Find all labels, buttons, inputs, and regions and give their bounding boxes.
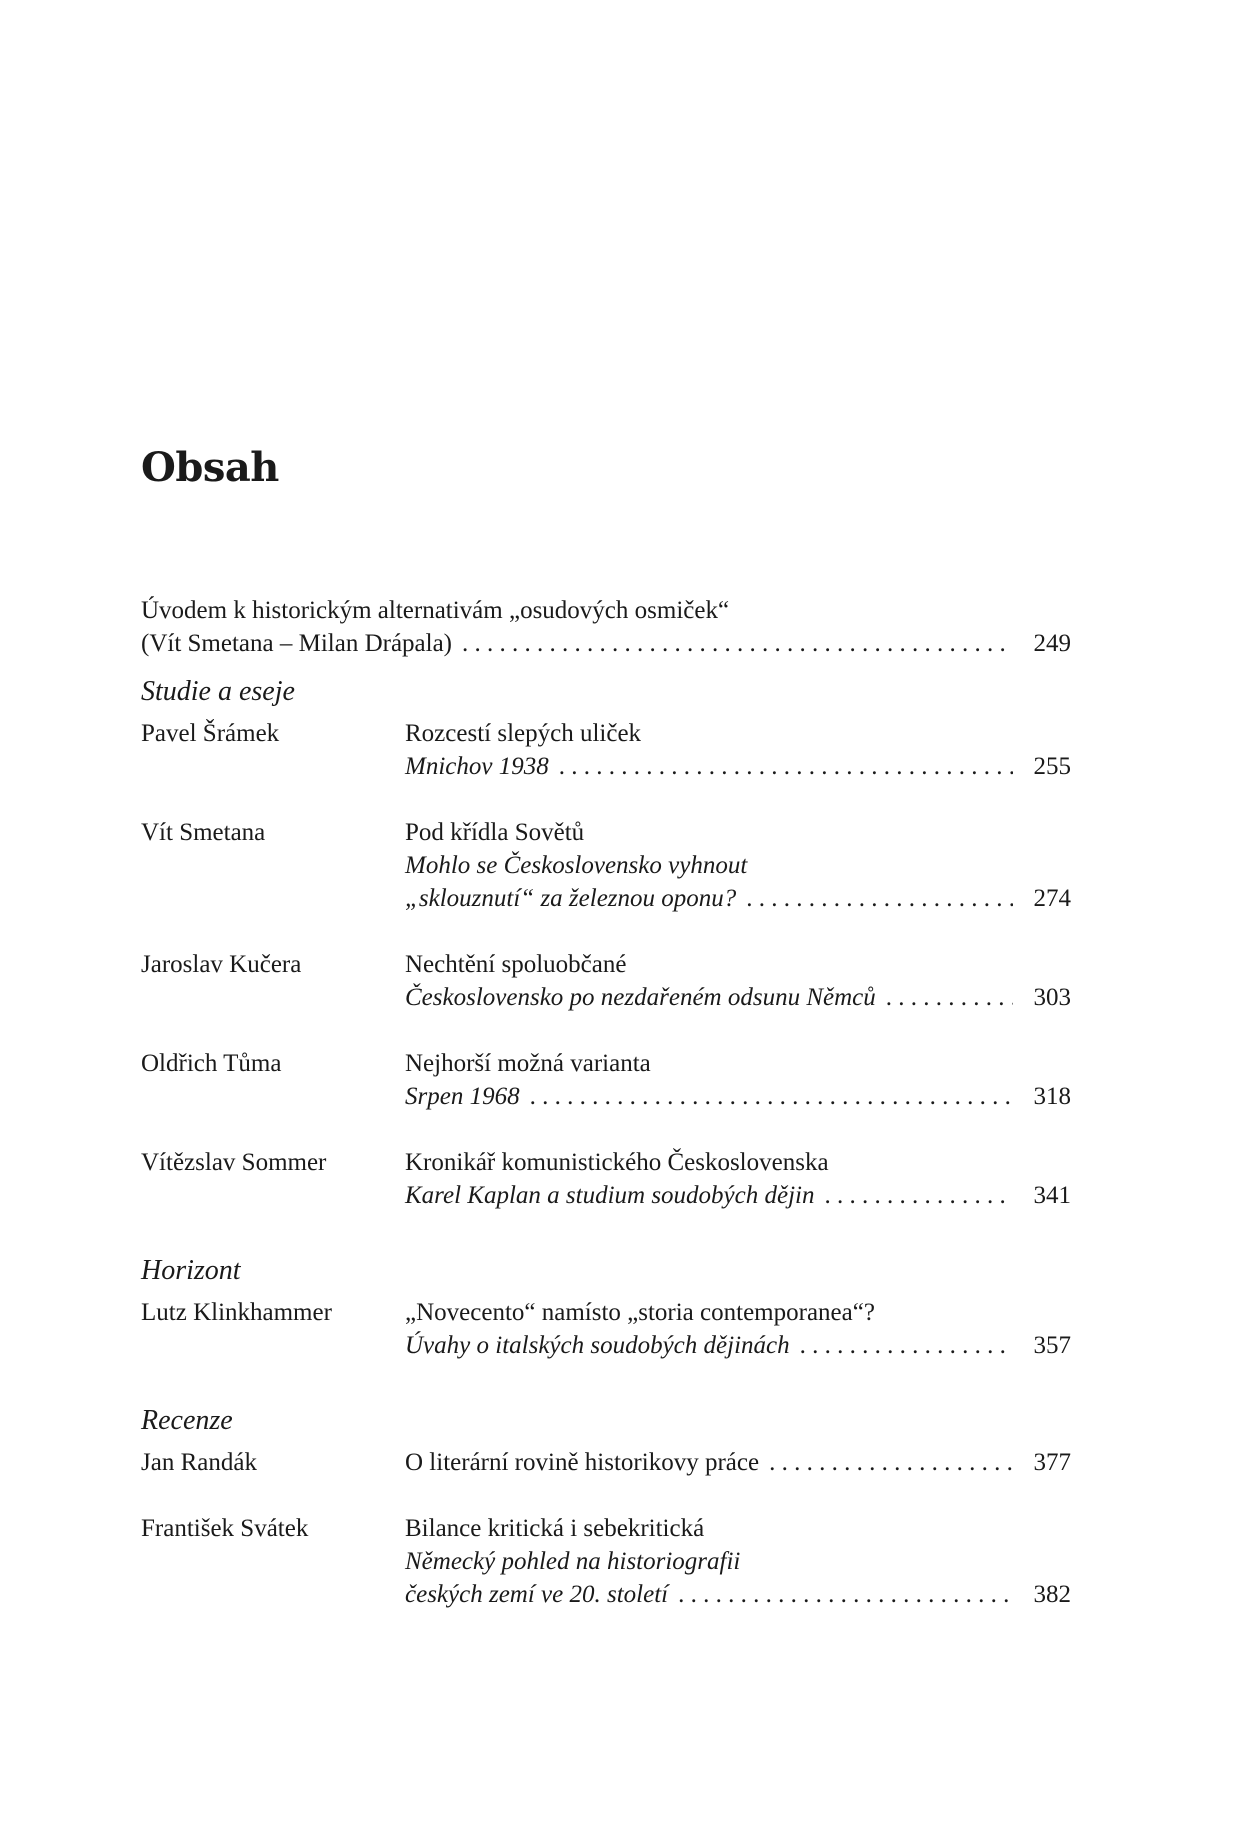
page-number: 357 [1033, 1332, 1071, 1359]
entry-author: Pavel Šrámek [141, 720, 280, 747]
page-title: Obsah [141, 444, 279, 491]
dot-leader [800, 1329, 1013, 1362]
page-number: 318 [1033, 1083, 1071, 1110]
entry-author: Oldřich Tůma [141, 1050, 282, 1077]
entry-subtitle: Úvahy o italských soudobých dějinách [405, 1332, 790, 1359]
intro-title: Úvodem k historickým alternativám „osudových osmiček“ [141, 597, 730, 624]
page-number: 341 [1033, 1182, 1071, 1209]
toc-entry[interactable] [141, 948, 1071, 1014]
toc-entry[interactable] [141, 1446, 1071, 1479]
toc-entry[interactable] [141, 816, 1071, 915]
entry-work [405, 1146, 1071, 1212]
entry-work [405, 1047, 1071, 1113]
toc-entry[interactable] [141, 717, 1071, 783]
entry-title: O literární rovině historikovy práce [405, 1449, 760, 1476]
entry-title: Pod křídla Sovětů [405, 819, 585, 846]
entry-author: Jaroslav Kučera [141, 951, 302, 978]
section-heading-studie: Studie a eseje [141, 676, 295, 707]
table-of-contents [141, 594, 1071, 1611]
toc-entry[interactable] [141, 1146, 1071, 1212]
entry-author: Vít Smetana [141, 819, 266, 846]
entry-subtitle: Karel Kaplan a studium soudobých dějin [405, 1182, 815, 1209]
dot-leader [824, 1179, 1013, 1212]
entry-subtitle: Mnichov 1938 [405, 753, 549, 780]
toc-entry-intro[interactable] [141, 594, 1071, 660]
dot-leader [462, 627, 1013, 660]
entry-author: František Svátek [141, 1515, 309, 1542]
entry-work [405, 816, 1071, 915]
intro-title-line [141, 594, 1071, 627]
intro-authors: (Vít Smetana – Milan Drápala) [141, 630, 453, 657]
dot-leader [769, 1446, 1013, 1479]
toc-entry[interactable] [141, 1512, 1071, 1611]
entry-title: Rozcestí slepých uliček [405, 720, 642, 747]
entry-work [405, 717, 1071, 783]
entry-work [405, 1446, 1071, 1479]
section-heading-recenze: Recenze [141, 1405, 233, 1436]
entry-title: Kronikář komunistického Československa [405, 1149, 829, 1176]
entry-author: Lutz Klinkhammer [141, 1299, 332, 1326]
intro-authors-line [141, 627, 1071, 660]
dot-leader [678, 1578, 1013, 1611]
page-number: 274 [1033, 885, 1071, 912]
entry-title: Nejhorší možná varianta [405, 1050, 651, 1077]
entry-work [405, 948, 1071, 1014]
entry-title: „Novecento“ namísto „storia contemporanea“? [405, 1299, 875, 1326]
entry-subtitle: českých zemí ve 20. století [405, 1581, 669, 1608]
entry-title: Bilance kritická i sebekritická [405, 1515, 705, 1542]
entry-work [405, 1296, 1071, 1362]
entry-subtitle: Německý pohled na historiografii [405, 1548, 741, 1575]
entry-work [405, 1512, 1071, 1611]
section-heading-horizont: Horizont [141, 1255, 241, 1286]
page-number: 382 [1033, 1581, 1071, 1608]
dot-leader [530, 1080, 1013, 1113]
page-number: 255 [1033, 753, 1071, 780]
entry-subtitle: Srpen 1968 [405, 1083, 520, 1110]
entry-author: Jan Randák [141, 1449, 257, 1476]
entry-subtitle: Mohlo se Československo vyhnout [405, 852, 748, 879]
dot-leader [559, 750, 1013, 783]
entry-title: Nechtění spoluobčané [405, 951, 627, 978]
dot-leader [886, 981, 1013, 1014]
entry-subtitle: Československo po nezdařeném odsunu Němců [405, 984, 876, 1011]
page-number: 303 [1033, 984, 1071, 1011]
page-number: 377 [1033, 1449, 1071, 1476]
page-number: 249 [1033, 630, 1071, 657]
dot-leader [746, 882, 1013, 915]
toc-entry[interactable] [141, 1296, 1071, 1362]
entry-subtitle: „sklouznutí“ za železnou oponu? [405, 885, 737, 912]
toc-entry[interactable] [141, 1047, 1071, 1113]
entry-author: Vítězslav Sommer [141, 1149, 327, 1176]
